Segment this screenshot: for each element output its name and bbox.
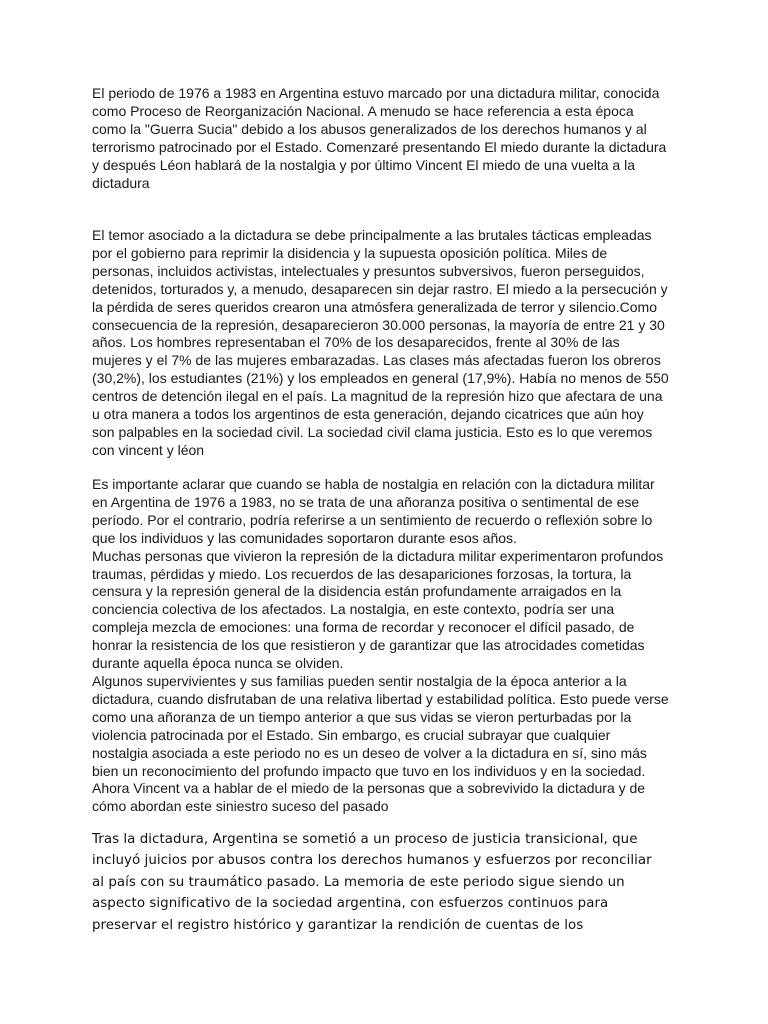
text-line: Ahora Vincent va a hablar de el miedo de la personas que a sobrevivido la dictadura y de: [92, 780, 646, 797]
text-line: que los individuos y las comunidades soportaron durante esos años.: [92, 529, 517, 546]
text-line: honrar la resistencia de los que resistieron y de garantizar que las atrocidades cometidas: [92, 637, 645, 654]
text-line: nostalgia asociada a este periodo no es un deseo de volver a la dictadura en sí, sino más: [92, 744, 647, 761]
text-line: al país con su traumático pasado. La memoria de este periodo sigue siendo un: [92, 874, 625, 890]
text-line: bien un reconocimiento del profundo impacto que tuvo en los individuos y en la sociedad.: [92, 762, 646, 779]
text-line: compleja mezcla de emociones: una forma de recordar y reconocer el difícil pasado, de: [92, 619, 635, 636]
text-line: años. Los hombres representaban el 70% de los desaparecidos, frente al 30% de las: [92, 334, 620, 351]
text-line: El periodo de 1976 a 1983 en Argentina estuvo marcado por una dictadura militar, conocida: [92, 85, 660, 101]
text-line: violencia patrocinada por el Estado. Sin embargo, es crucial subrayar que cualquier: [92, 726, 611, 743]
text-line: durante aquella época nunca se olviden.: [92, 655, 344, 672]
text-line: terrorismo patrocinado por el Estado. Comenzaré presentando El miedo durante la dictadura: [92, 138, 667, 155]
text-line: con vincent y léon: [92, 441, 205, 458]
text-line: personas, incluidos activistas, intelectuales y presuntos subversivos, fueron perseguidos,: [92, 262, 645, 279]
text-line: preservar el registro histórico y garantizar la rendición de cuentas de los: [92, 917, 584, 933]
text-line: consecuencia de la represión, desaparecieron 30.000 personas, la mayoría de entre 21 y 30: [92, 316, 665, 333]
text-line: período. Por el contrario, podría referirse a un sentimiento de recuerdo o reflexión sobre lo: [92, 511, 653, 528]
text-line: Algunos supervivientes y sus familias pueden sentir nostalgia de la época anterior a la: [92, 672, 627, 689]
text-line: incluyó juicios por abusos contra los derechos humanos y esfuerzos por reconciliar: [92, 853, 652, 869]
text-line: en Argentina de 1976 a 1983, no se trata de una añoranza positiva o sentimental de ese: [92, 493, 640, 510]
paragraph-intro: [92, 85, 682, 192]
text-line: conciencia colectiva de los afectados. La nostalgia, en este contexto, podría ser una: [92, 601, 615, 618]
paragraph-fear: [92, 227, 682, 460]
text-line: y después Léon hablará de la nostalgia y por último Vincent El miedo de una vuelta a la: [92, 156, 635, 173]
text-line: son palpables en la sociedad civil. La sociedad civil clama justicia. Esto es lo que veremos: [92, 423, 653, 440]
text-line: traumas, pérdidas y miedo. Los recuerdos de las desapariciones forzosas, la tortura, la: [92, 565, 632, 582]
text-line: como Proceso de Reorganización Nacional. A menudo se hace referencia a esta época: [92, 102, 634, 119]
text-line: centros de detención ilegal en el país. La magnitud de la represión hizo que afectara de una: [92, 388, 663, 405]
text-line: como la "Guerra Sucia" debido a los abusos generalizados de los derechos humanos y al: [92, 120, 647, 137]
text-line: (30,2%), los estudiantes (21%) y los empleados en general (17,9%). Había no menos de 550: [92, 370, 669, 387]
text-line: detenidos, torturados y, a menudo, desaparecen sin dejar rastro. El miedo a la persecución y: [92, 280, 668, 297]
text-line: la pérdida de seres queridos crearon una atmósfera generalizada de terror y silencio.Como: [92, 298, 657, 315]
text-line: dictadura: [92, 174, 150, 191]
text-line: Tras la dictadura, Argentina se sometió a un proceso de justicia transicional, que: [92, 832, 638, 847]
text-line: mujeres y el 7% de las mujeres embarazadas. Las clases más afectadas fueron los obreros: [92, 352, 661, 369]
text-line: Muchas personas que vivieron la represión de la dictadura militar experimentaron profundos: [92, 547, 664, 564]
text-line: por el gobierno para reprimir la disidencia y la supuesta oposición política. Miles de: [92, 244, 608, 261]
text-line: aspecto significativo de la sociedad argentina, con esfuerzos continuos para: [92, 896, 609, 912]
paragraph-nostalgia: [92, 476, 682, 816]
text-line: u otra manera a todos los argentinos de esta generación, dejando cicatrices que aún hoy: [92, 406, 644, 423]
text-line: El temor asociado a la dictadura se debe principalmente a las brutales tácticas empleadas: [92, 227, 652, 243]
text-line: censura y la represión general de la disidencia están profundamente arraigados en la: [92, 583, 622, 600]
text-line: dictadura, cuando disfrutaban de una relativa libertad y estabilidad política. Esto puede verse: [92, 690, 669, 707]
text-line: Es importante aclarar que cuando se habla de nostalgia en relación con la dictadura militar: [92, 476, 655, 492]
paragraph-transitional-justice: [92, 829, 682, 936]
text-line: cómo abordan este siniestro suceso del pasado: [92, 798, 389, 815]
text-line: como una añoranza de un tiempo anterior a que sus vidas se vieron perturbadas por la: [92, 708, 632, 725]
